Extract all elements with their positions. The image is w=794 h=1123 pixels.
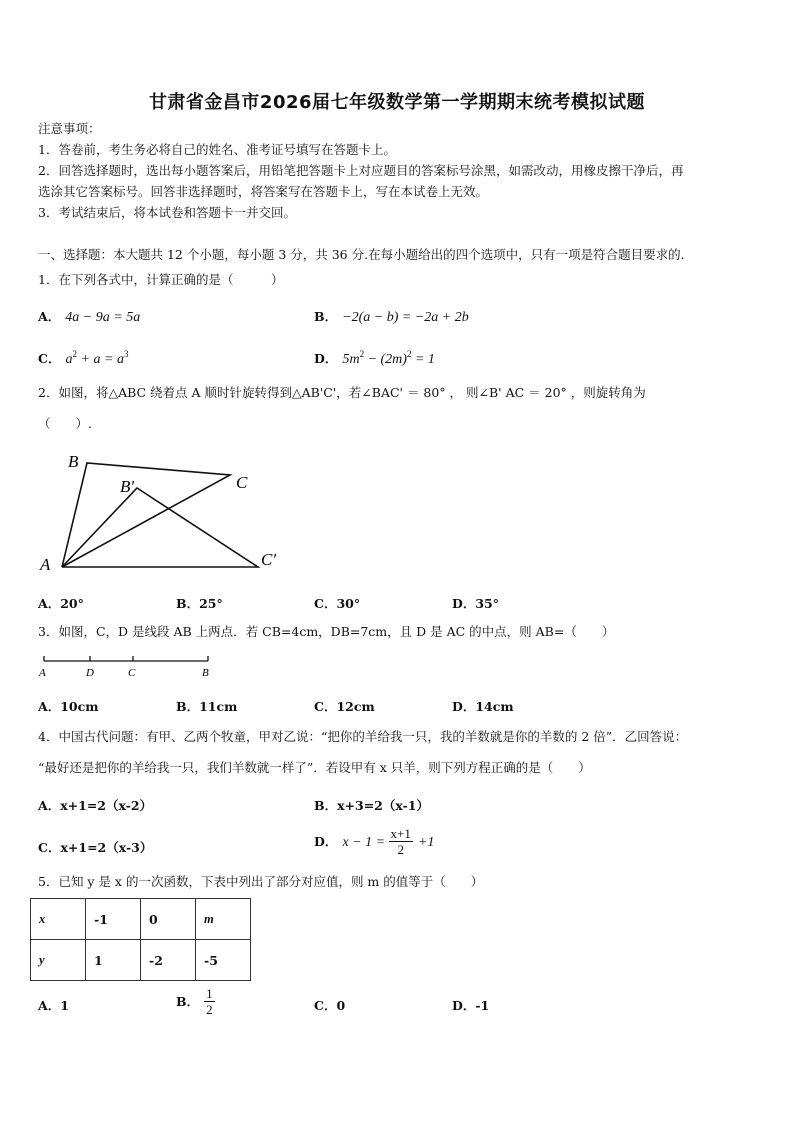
table-row [31,940,251,981]
q3-stem: 3．如图，C，D 是线段 AB 上两点．若 CB=4cm，DB=7cm，且 D 是 AC 的中点，则 AB=（ ） [38,624,615,639]
q1-option-a-label: A． [38,309,61,324]
q1-option-c [38,348,128,368]
q4-d-lhs: x − 1 = [342,835,389,850]
q4-d-fraction [389,826,413,857]
q3-option-a: A．10cm [38,699,99,714]
page-title: 甘肃省金昌市2026届七年级数学第一学期期末统考模拟试题 [148,92,646,113]
q1-c-exp: 2 [72,349,78,359]
q1-option-b-label: B． [314,309,338,324]
notice-line-2b: 选涂其它答案标号。回答非选择题时，将答案写在答题卡上，写在本试卷上无效。 [38,184,489,199]
q2-triangle-figure [36,448,296,578]
q4-option-d [314,826,434,857]
q2-option-b: B．25° [176,596,223,611]
q1-d-pre: 5m [342,352,360,367]
q1-option-d-label: D． [314,351,338,366]
q1-d-mid: − (2m) [364,352,407,367]
q4-d-rhs: +1 [417,835,435,850]
q3-option-b: B．11cm [176,699,238,714]
label-c: C [236,473,248,492]
table-cell: -5 [196,940,251,981]
q5-option-b [176,986,215,1017]
q4-option-a: A．x+1=2（x-2） [38,798,153,813]
point-label-b: B [202,667,209,679]
label-b-prime: B′ [120,477,135,496]
q1-d-exp: 2 [359,349,365,359]
q4-option-b: B．x+3=2（x-1） [314,798,429,813]
q4-d-numerator: x+1 [390,826,411,841]
q2-option-c: C．30° [314,596,361,611]
q4-option-d-label: D． [314,834,338,849]
q1-c-exp2: 3 [123,349,129,359]
q5-option-b-label: B． [176,994,200,1009]
section-heading: 一、选择题：本大题共 12 个小题，每小题 3 分，共 36 分.在每小题给出的四个选项中，只有一项是符合题目要求的. [38,247,685,262]
table-cell: y [31,940,86,981]
q1-option-b [314,306,469,326]
q2-stem-line-2: （ ）. [38,416,92,431]
q5-option-d: D．-1 [452,998,490,1013]
triangle-abc [62,463,230,567]
q2-stem-line-1: 2．如图，将△ABC 绕着点 A 顺时针旋转得到△AB'C'，若∠BAC' ＝ 80° ， 则∠B' AC ＝ 20° ，则旋转角为 [38,385,646,400]
q1-c-base: a [65,352,73,367]
q1-d-exp2: 2 [406,349,412,359]
table-cell: m [196,899,251,940]
notice-line-1: 1．答卷前，考生务必将自己的姓名、准考证号填写在答题卡上。 [38,142,396,157]
q3-segment-figure [36,652,216,680]
q1-option-b-expr: −2(a − b) = −2a + 2b [342,310,469,325]
q4-d-denominator: 2 [397,842,404,857]
label-a: A [40,555,51,574]
q5-option-c: C．0 [314,998,346,1013]
q5-b-fraction [204,986,215,1017]
q1-option-a [38,306,140,326]
table-cell: 1 [86,940,141,981]
table-cell: -1 [86,899,141,940]
q4-stem-line-2: “最好还是把你的羊给我一只，我们羊数就一样了”．若设甲有 x 只羊，则下列方程正确的是（ ） [38,760,591,775]
q5-option-a: A．1 [38,998,69,1013]
q4-stem-line-1: 4．中国古代问题：有甲、乙两个牧童，甲对乙说：“把你的羊给我一只，我的羊数就是你的羊数的 2 倍”．乙回答说： [38,729,688,744]
table-cell: x [31,899,86,940]
notice-heading: 注意事项： [38,121,101,136]
triangle-ab-prime-c-prime [62,488,258,567]
table-cell: -2 [141,940,196,981]
q4-option-c: C．x+1=2（x-3） [38,840,153,855]
q1-d-post: = 1 [411,352,435,367]
point-label-a: A [39,667,46,679]
notice-line-3: 3．考试结束后，将本试卷和答题卡一并交回。 [38,205,296,220]
table-cell: 0 [141,899,196,940]
label-b: B [68,452,79,471]
q1-option-a-expr: 4a − 9a = 5a [65,310,141,325]
q5-stem: 5．已知 y 是 x 的一次函数，下表中列出了部分对应值，则 m 的值等于（ ） [38,874,484,889]
label-c-prime: C′ [261,550,277,569]
q2-option-a: A．20° [38,596,84,611]
table-row [31,899,251,940]
point-label-c: C [128,667,136,679]
q3-option-c: C．12cm [314,699,375,714]
q5-b-numerator: 1 [206,986,213,1001]
q5-value-table [30,898,251,981]
q2-option-d: D．35° [452,596,499,611]
q1-option-d [314,348,435,368]
notice-line-2a: 2．回答选择题时，选出每小题答案后，用铅笔把答题卡上对应题目的答案标号涂黑，如需改动，用橡皮擦干净后，再 [38,163,684,178]
q1-option-c-label: C． [38,351,61,366]
q3-option-d: D．14cm [452,699,514,714]
q1-stem: 1．在下列各式中，计算正确的是（ ） [38,272,284,287]
q5-b-denominator: 2 [206,1002,213,1017]
point-label-d: D [86,667,94,679]
q1-c-mid: + a = a [77,352,124,367]
